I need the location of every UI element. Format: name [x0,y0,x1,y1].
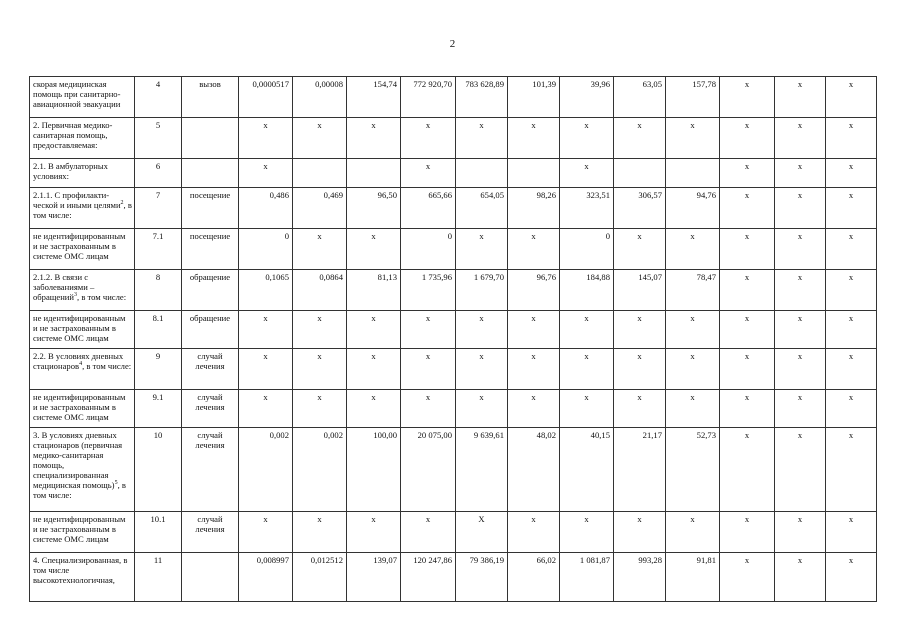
value-cell-c11: x [775,512,826,553]
table-row [30,229,877,270]
value-cell-c12: x [826,311,877,349]
value-cell-c3: 154,74 [347,77,401,118]
value-cell-c7: x [560,311,614,349]
value-cell-c8: x [614,118,666,159]
value-cell-c2: x [293,390,347,428]
value-cell-c9: x [666,311,720,349]
footnote-marker: 5 [114,480,118,487]
row-name-cell [30,553,135,602]
value-cell-c10: x [720,553,775,602]
unit-cell: случай лечения [182,349,239,390]
value-cell-c10: x [720,159,775,188]
value-cell-c3: x [347,512,401,553]
row-name-suffix: , в том числе: [77,292,127,302]
value-cell-c4: 665,66 [401,188,456,229]
value-cell-c7: 40,15 [560,428,614,512]
row-number-cell: 7.1 [135,229,182,270]
value-cell-c12: x [826,118,877,159]
row-name-suffix: , в том числе: [33,200,132,220]
value-cell-c1: 0,002 [239,428,293,512]
value-cell-c12: x [826,428,877,512]
value-cell-c3 [347,159,401,188]
value-cell-c5: 654,05 [456,188,508,229]
value-cell-c11: x [775,390,826,428]
unit-cell: случай лечения [182,512,239,553]
row-name: 2.1.2. В связи с заболеваниями – обращений [33,272,95,302]
value-cell-c9: 91,81 [666,553,720,602]
row-name-cell [30,512,135,553]
value-cell-c1: x [239,311,293,349]
table-row [30,512,877,553]
value-cell-c12: x [826,270,877,311]
row-number-cell: 4 [135,77,182,118]
value-cell-c12: x [826,512,877,553]
row-name-cell [30,77,135,118]
unit-cell: обращение [182,270,239,311]
value-cell-c9: x [666,118,720,159]
value-cell-c6: x [508,229,560,270]
value-cell-c3: x [347,229,401,270]
value-cell-c5: 783 628,89 [456,77,508,118]
value-cell-c6: x [508,512,560,553]
value-cell-c8: x [614,390,666,428]
value-cell-c3: x [347,349,401,390]
value-cell-c4: x [401,390,456,428]
value-cell-c4: 1 735,96 [401,270,456,311]
value-cell-c9: x [666,229,720,270]
value-cell-c12: x [826,229,877,270]
value-cell-c7: 323,51 [560,188,614,229]
value-cell-c2: x [293,311,347,349]
table-row [30,77,877,118]
value-cell-c5: x [456,390,508,428]
data-table [29,76,877,602]
row-name-cell [30,390,135,428]
value-cell-c2: x [293,349,347,390]
value-cell-c8: x [614,229,666,270]
value-cell-c6: 66,02 [508,553,560,602]
unit-cell: случай лечения [182,390,239,428]
value-cell-c2: 0,0864 [293,270,347,311]
value-cell-c1: x [239,512,293,553]
value-cell-c10: x [720,311,775,349]
value-cell-c1: x [239,349,293,390]
table-row [30,428,877,512]
value-cell-c1: 0,1065 [239,270,293,311]
value-cell-c9: 157,78 [666,77,720,118]
row-number-cell: 8 [135,270,182,311]
value-cell-c3: 100,00 [347,428,401,512]
row-name: 2. Первичная медико-санитарная помощь, предоставляемая: [33,120,113,150]
value-cell-c8 [614,159,666,188]
row-number-cell: 6 [135,159,182,188]
value-cell-c7: x [560,159,614,188]
value-cell-c10: x [720,229,775,270]
value-cell-c10: x [720,512,775,553]
value-cell-c11: x [775,118,826,159]
value-cell-c8: 306,57 [614,188,666,229]
unit-cell [182,553,239,602]
value-cell-c10: x [720,77,775,118]
footnote-marker: 3 [74,292,78,299]
value-cell-c7: 1 081,87 [560,553,614,602]
value-cell-c7: x [560,512,614,553]
footnote-marker: 4 [79,361,83,368]
value-cell-c1: 0,486 [239,188,293,229]
value-cell-c9: 78,47 [666,270,720,311]
value-cell-c12: x [826,349,877,390]
row-number-cell: 9 [135,349,182,390]
row-name-suffix: , в том числе: [82,361,132,371]
value-cell-c5: x [456,349,508,390]
value-cell-c12: x [826,390,877,428]
row-name-cell [30,188,135,229]
value-cell-c6: x [508,118,560,159]
value-cell-c6: 48,02 [508,428,560,512]
table-row [30,553,877,602]
value-cell-c7: x [560,390,614,428]
value-cell-c4: 0 [401,229,456,270]
row-name-cell [30,229,135,270]
row-number-cell: 10 [135,428,182,512]
value-cell-c9: x [666,349,720,390]
value-cell-c5: 1 679,70 [456,270,508,311]
footnote-marker: 2 [120,200,124,207]
value-cell-c9 [666,159,720,188]
value-cell-c11: x [775,428,826,512]
value-cell-c5: x [456,229,508,270]
row-number-cell: 11 [135,553,182,602]
value-cell-c4: x [401,311,456,349]
row-name-cell [30,428,135,512]
value-cell-c7: 0 [560,229,614,270]
value-cell-c5: 9 639,61 [456,428,508,512]
value-cell-c11: x [775,270,826,311]
value-cell-c5 [456,159,508,188]
value-cell-c2: 0,469 [293,188,347,229]
table-row [30,390,877,428]
row-name: 4. Специализированная, в том числе высокотехнологичная, [33,555,128,585]
value-cell-c3: x [347,390,401,428]
row-name: не идентифицированным и не застрахованным в системе ОМС лицам [33,392,126,422]
value-cell-c3: x [347,311,401,349]
table-row [30,118,877,159]
value-cell-c8: x [614,311,666,349]
value-cell-c2: x [293,118,347,159]
value-cell-c9: 52,73 [666,428,720,512]
value-cell-c11: x [775,311,826,349]
row-name: 2.2. В условиях дневных стационаров [33,351,124,371]
value-cell-c6: 98,26 [508,188,560,229]
value-cell-c11: x [775,349,826,390]
value-cell-c9: 94,76 [666,188,720,229]
value-cell-c2: x [293,229,347,270]
unit-cell: случай лечения [182,428,239,512]
value-cell-c7: 184,88 [560,270,614,311]
value-cell-c6: x [508,311,560,349]
value-cell-c4: x [401,349,456,390]
value-cell-c7: x [560,349,614,390]
value-cell-c10: x [720,270,775,311]
row-name-cell [30,270,135,311]
value-cell-c4: 772 920,70 [401,77,456,118]
table-row [30,349,877,390]
value-cell-c3: 81,13 [347,270,401,311]
value-cell-c7: x [560,118,614,159]
value-cell-c11: x [775,188,826,229]
row-name-suffix: , в том числе: [33,480,126,500]
value-cell-c8: x [614,349,666,390]
row-name: 2.1.1. С профилакти-ческой и иными целями [33,190,121,210]
row-number-cell: 5 [135,118,182,159]
value-cell-c5: 79 386,19 [456,553,508,602]
value-cell-c6: x [508,349,560,390]
value-cell-c2: x [293,512,347,553]
value-cell-c10: x [720,188,775,229]
value-cell-c6: 101,39 [508,77,560,118]
value-cell-c12: x [826,188,877,229]
value-cell-c4: 120 247,86 [401,553,456,602]
value-cell-c3: x [347,118,401,159]
value-cell-c4: x [401,159,456,188]
value-cell-c10: x [720,118,775,159]
value-cell-c9: x [666,390,720,428]
table-row [30,188,877,229]
value-cell-c11: x [775,77,826,118]
value-cell-c8: x [614,512,666,553]
row-name: не идентифицированным и не застрахованным в системе ОМС лицам [33,514,126,544]
row-name: скорая медицинская помощь при санитарно-авиационной эвакуации [33,79,121,109]
value-cell-c5: x [456,311,508,349]
value-cell-c4: 20 075,00 [401,428,456,512]
page-number: 2 [449,38,456,50]
value-cell-c5: X [456,512,508,553]
unit-cell: вызов [182,77,239,118]
value-cell-c10: x [720,390,775,428]
row-number-cell: 7 [135,188,182,229]
row-name: 3. В условиях дневных стационаров (первичная медико-санитарная помощь, специализированная медицинская помощь) [33,430,123,490]
row-name-cell [30,311,135,349]
unit-cell [182,159,239,188]
value-cell-c8: 145,07 [614,270,666,311]
row-name: 2.1. В амбулаторных условиях: [33,161,108,181]
unit-cell: посещение [182,229,239,270]
value-cell-c1: 0,008997 [239,553,293,602]
value-cell-c2: 0,00008 [293,77,347,118]
value-cell-c2: 0,002 [293,428,347,512]
value-cell-c11: x [775,159,826,188]
value-cell-c8: 63,05 [614,77,666,118]
unit-cell: посещение [182,188,239,229]
value-cell-c4: x [401,118,456,159]
row-name: не идентифицированным и не застрахованным в системе ОМС лицам [33,231,126,261]
value-cell-c5: x [456,118,508,159]
value-cell-c1: 0 [239,229,293,270]
row-name-cell [30,349,135,390]
value-cell-c1: x [239,118,293,159]
table-row [30,311,877,349]
row-number-cell: 8.1 [135,311,182,349]
row-number-cell: 10.1 [135,512,182,553]
value-cell-c6: x [508,390,560,428]
value-cell-c2: 0,012512 [293,553,347,602]
row-number-cell: 9.1 [135,390,182,428]
value-cell-c1: x [239,159,293,188]
table-row [30,159,877,188]
value-cell-c1: 0,0000517 [239,77,293,118]
value-cell-c1: x [239,390,293,428]
value-cell-c12: x [826,159,877,188]
row-name-cell [30,118,135,159]
table-row [30,270,877,311]
value-cell-c10: x [720,349,775,390]
value-cell-c6 [508,159,560,188]
value-cell-c10: x [720,428,775,512]
value-cell-c12: x [826,77,877,118]
row-name: не идентифицированным и не застрахованным в системе ОМС лицам [33,313,126,343]
value-cell-c6: 96,76 [508,270,560,311]
row-name-cell [30,159,135,188]
value-cell-c3: 96,50 [347,188,401,229]
value-cell-c7: 39,96 [560,77,614,118]
value-cell-c11: x [775,553,826,602]
value-cell-c3: 139,07 [347,553,401,602]
value-cell-c9: x [666,512,720,553]
value-cell-c8: 21,17 [614,428,666,512]
value-cell-c4: x [401,512,456,553]
unit-cell [182,118,239,159]
value-cell-c8: 993,28 [614,553,666,602]
value-cell-c11: x [775,229,826,270]
unit-cell: обращение [182,311,239,349]
value-cell-c2 [293,159,347,188]
value-cell-c12: x [826,553,877,602]
